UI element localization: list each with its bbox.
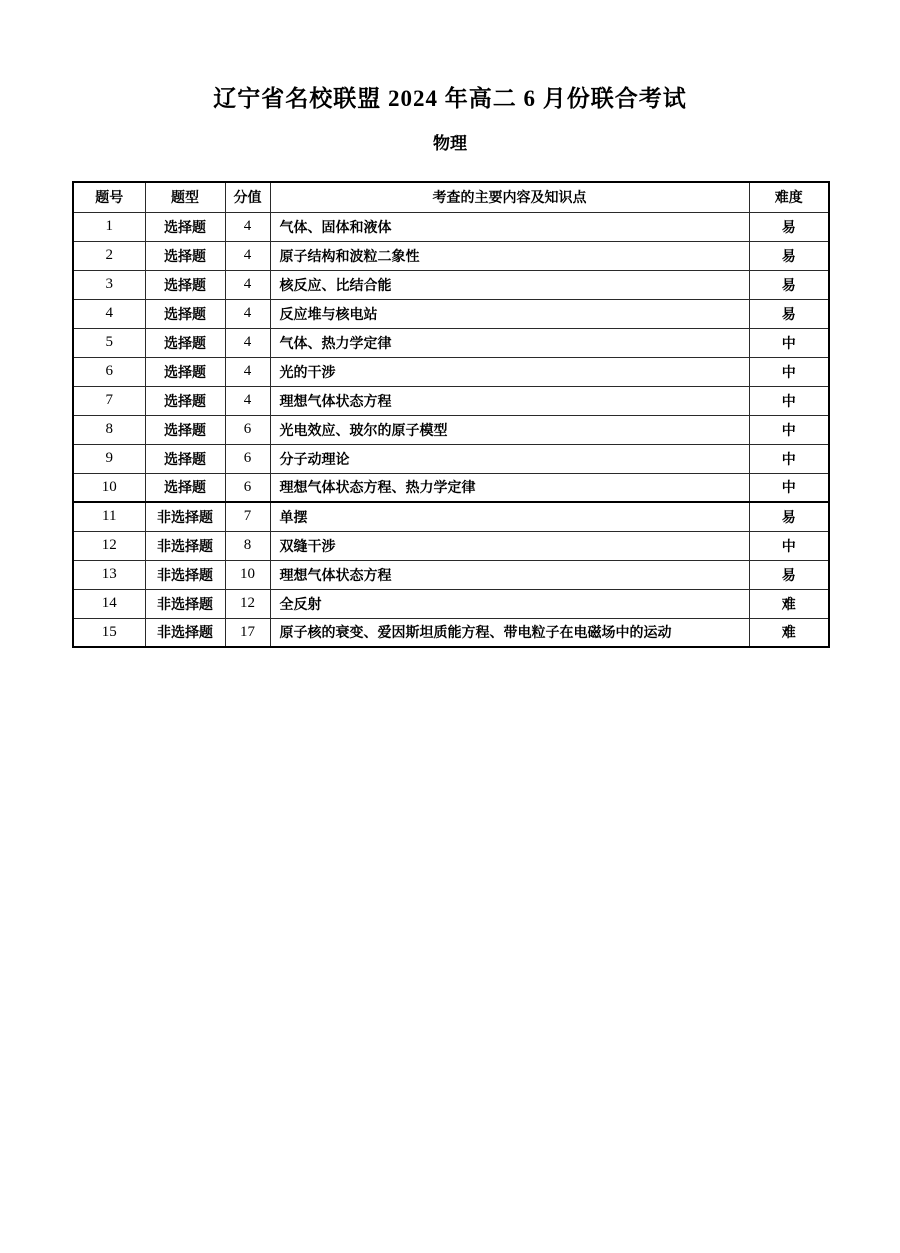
content-cell: 气体、固体和液体 (270, 212, 749, 241)
points-cell: 17 (225, 618, 270, 647)
exam-spec-table (72, 181, 830, 648)
table-row (73, 386, 829, 415)
table-body (73, 212, 829, 647)
question-number-cell: 2 (73, 241, 145, 270)
question-number-cell: 12 (73, 531, 145, 560)
table-row (73, 241, 829, 270)
difficulty-cell: 中 (749, 357, 829, 386)
question-type-cell: 选择题 (145, 415, 225, 444)
content-cell: 分子动理论 (270, 444, 749, 473)
header-difficulty: 难度 (749, 182, 829, 212)
table-row (73, 560, 829, 589)
points-cell: 10 (225, 560, 270, 589)
points-cell: 8 (225, 531, 270, 560)
content-cell: 双缝干涉 (270, 531, 749, 560)
question-number-cell: 5 (73, 328, 145, 357)
points-cell: 4 (225, 241, 270, 270)
points-cell: 12 (225, 589, 270, 618)
question-type-cell: 选择题 (145, 270, 225, 299)
content-cell: 单摆 (270, 502, 749, 531)
content-cell: 全反射 (270, 589, 749, 618)
content-cell: 理想气体状态方程 (270, 386, 749, 415)
table-row (73, 357, 829, 386)
question-number-cell: 6 (73, 357, 145, 386)
question-number-cell: 15 (73, 618, 145, 647)
table-row (73, 328, 829, 357)
difficulty-cell: 易 (749, 502, 829, 531)
difficulty-cell: 易 (749, 212, 829, 241)
table-row (73, 531, 829, 560)
question-type-cell: 选择题 (145, 386, 225, 415)
table-row (73, 212, 829, 241)
question-type-cell: 选择题 (145, 357, 225, 386)
difficulty-cell: 中 (749, 531, 829, 560)
points-cell: 4 (225, 386, 270, 415)
header-question-type: 题型 (145, 182, 225, 212)
header-content: 考查的主要内容及知识点 (270, 182, 749, 212)
difficulty-cell: 中 (749, 473, 829, 502)
question-number-cell: 14 (73, 589, 145, 618)
points-cell: 4 (225, 357, 270, 386)
difficulty-cell: 中 (749, 386, 829, 415)
question-number-cell: 11 (73, 502, 145, 531)
header-points: 分值 (225, 182, 270, 212)
difficulty-cell: 易 (749, 560, 829, 589)
table-row (73, 415, 829, 444)
question-number-cell: 10 (73, 473, 145, 502)
question-number-cell: 4 (73, 299, 145, 328)
points-cell: 6 (225, 473, 270, 502)
points-cell: 4 (225, 270, 270, 299)
question-number-cell: 1 (73, 212, 145, 241)
question-number-cell: 3 (73, 270, 145, 299)
content-cell: 理想气体状态方程、热力学定律 (270, 473, 749, 502)
question-number-cell: 8 (73, 415, 145, 444)
question-type-cell: 非选择题 (145, 502, 225, 531)
points-cell: 6 (225, 415, 270, 444)
difficulty-cell: 难 (749, 618, 829, 647)
question-number-cell: 7 (73, 386, 145, 415)
table-row (73, 502, 829, 531)
question-type-cell: 非选择题 (145, 531, 225, 560)
content-cell: 气体、热力学定律 (270, 328, 749, 357)
table-row (73, 444, 829, 473)
points-cell: 4 (225, 212, 270, 241)
table-row (73, 299, 829, 328)
content-cell: 理想气体状态方程 (270, 560, 749, 589)
difficulty-cell: 中 (749, 415, 829, 444)
question-type-cell: 非选择题 (145, 589, 225, 618)
question-type-cell: 非选择题 (145, 618, 225, 647)
difficulty-cell: 难 (749, 589, 829, 618)
content-cell: 光电效应、玻尔的原子模型 (270, 415, 749, 444)
header-row (73, 182, 829, 212)
difficulty-cell: 易 (749, 299, 829, 328)
question-type-cell: 选择题 (145, 473, 225, 502)
points-cell: 4 (225, 299, 270, 328)
content-cell: 核反应、比结合能 (270, 270, 749, 299)
content-cell: 反应堆与核电站 (270, 299, 749, 328)
question-type-cell: 选择题 (145, 328, 225, 357)
header-question-number: 题号 (73, 182, 145, 212)
points-cell: 4 (225, 328, 270, 357)
difficulty-cell: 中 (749, 328, 829, 357)
content-cell: 原子核的衰变、爱因斯坦质能方程、带电粒子在电磁场中的运动 (270, 618, 749, 647)
content-cell: 原子结构和波粒二象性 (270, 241, 749, 270)
points-cell: 7 (225, 502, 270, 531)
content-cell: 光的干涉 (270, 357, 749, 386)
points-cell: 6 (225, 444, 270, 473)
question-type-cell: 非选择题 (145, 560, 225, 589)
table-header (73, 182, 829, 212)
difficulty-cell: 中 (749, 444, 829, 473)
question-number-cell: 13 (73, 560, 145, 589)
difficulty-cell: 易 (749, 270, 829, 299)
exam-title: 辽宁省名校联盟 2024 年高二 6 月份联合考试 (213, 86, 687, 111)
question-type-cell: 选择题 (145, 241, 225, 270)
difficulty-cell: 易 (749, 241, 829, 270)
exam-subject: 物理 (433, 134, 467, 153)
table-row (73, 270, 829, 299)
question-type-cell: 选择题 (145, 444, 225, 473)
exam-spec-table-wrap (72, 181, 828, 648)
question-number-cell: 9 (73, 444, 145, 473)
table-row (73, 589, 829, 618)
question-type-cell: 选择题 (145, 299, 225, 328)
question-type-cell: 选择题 (145, 212, 225, 241)
table-row (73, 618, 829, 647)
table-row (73, 473, 829, 502)
